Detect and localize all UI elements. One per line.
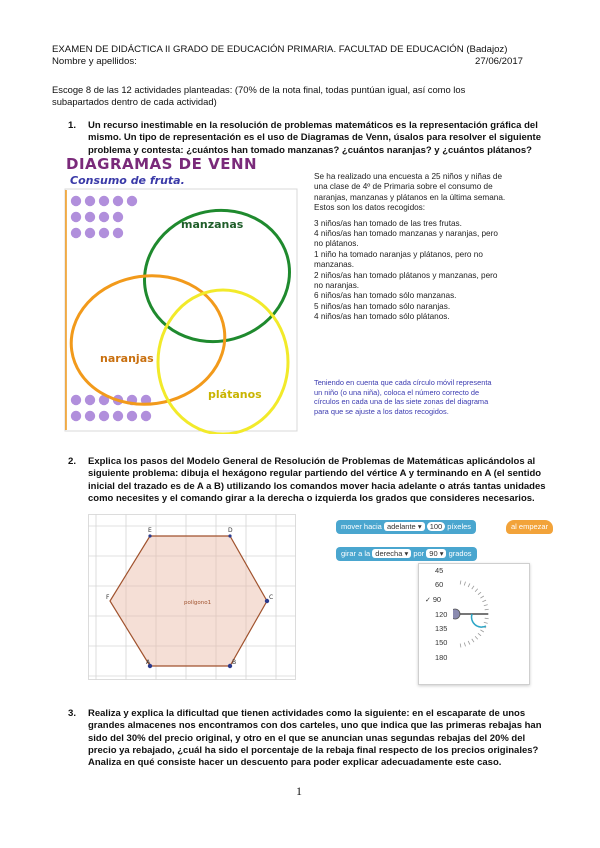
venn-subtitle: Consumo de fruta. (70, 174, 185, 187)
q3-line: precio ya rebajado, ¿cuál ha sido el porcentaje de la rebaja final respecto de los precios originales? (88, 744, 539, 756)
vertex-label: D (228, 527, 233, 534)
dial-tick (480, 630, 483, 632)
turn-block[interactable] (336, 547, 477, 561)
q1-line: mismo. Un tipo de representación es el uso de Diagramas de Venn, úsalos para resolver el siguiente (88, 132, 541, 144)
angle-option[interactable]: 150 (435, 638, 448, 648)
q2-line: inicial del trazado es de A a B) utilizando los comandos mover hacia adelante o atrás tantas unidades (88, 480, 546, 492)
vertex-label: E (148, 527, 152, 534)
vertex-label: B (232, 659, 237, 666)
data-line: 1 niño ha tomado naranjas y plátanos, pero no (314, 249, 483, 259)
dial-tick (480, 596, 483, 598)
dial-tick (472, 639, 474, 642)
dial-tick (482, 600, 486, 602)
counter-dot[interactable] (71, 196, 81, 206)
q2-line: Explica los pasos del Modelo General de Resolución de Problemas de Matemáticas aplicándolos al (88, 456, 536, 467)
turn-prefix: girar a la (341, 549, 371, 558)
dial-tick (484, 605, 488, 606)
survey-statement (314, 172, 528, 323)
counter-dot[interactable] (113, 212, 123, 222)
data-line: 3 niños/as han tomado de las tres frutas. (314, 218, 462, 228)
exam-title: EXAMEN DE DIDÁCTICA II GRADO DE EDUCACIÓN PRIMARIA. FACULTAD DE EDUCACIÓN (Badajoz) (52, 44, 508, 55)
vertex-label: F (106, 594, 110, 601)
angle-option[interactable]: 120 (435, 609, 448, 619)
angle-option[interactable]: 180 (435, 652, 448, 662)
data-line: 2 niños/as han tomado plátanos y manzanas, pero (314, 270, 498, 280)
q3-line: Realiza y explica la dificultad que tienen actividades como la siguiente: en el escaparate de unos (88, 708, 526, 719)
turn-suffix: grados (448, 549, 472, 558)
vertex-label: C (269, 594, 274, 601)
move-suffix: píxeles (447, 522, 472, 531)
instructions-line-2: subapartados dentro de cada actividad) (52, 96, 217, 107)
vertex-label: A (146, 659, 151, 666)
dial-tick (464, 643, 465, 647)
counter-dot[interactable] (113, 228, 123, 238)
dial-tick (468, 583, 470, 587)
angle-option[interactable]: 60 (435, 580, 444, 590)
data-line: manzanas. (314, 260, 355, 270)
counter-dot[interactable] (99, 228, 109, 238)
dial-tick (478, 592, 481, 595)
name-label: Nombre y apellidos: (52, 56, 137, 67)
q2-line: siguiente problema: dibuja el hexágono regular partiendo del vértice A y terminando en A (el sentido (88, 468, 542, 480)
q3-number: 3. (68, 708, 77, 719)
counter-dot[interactable] (127, 411, 137, 421)
dial-tick (472, 586, 474, 589)
counter-dot[interactable] (71, 228, 81, 238)
move-prefix: mover hacia (341, 522, 382, 531)
counter-dot[interactable] (113, 411, 123, 421)
venn-instructions (314, 378, 528, 416)
page-number: 1 (296, 784, 302, 798)
dial-arc (472, 614, 486, 627)
note-line: para que se ajuste a los datos recogidos. (314, 406, 449, 416)
angle-option[interactable]: 45 (435, 566, 444, 575)
dial-handle[interactable] (453, 609, 460, 619)
angle-option-selected[interactable]: ✓ 90 (425, 594, 442, 604)
data-line: no naranjas. (314, 281, 360, 291)
hexagon-figure (88, 514, 296, 680)
dial-tick (485, 609, 489, 610)
angle-dropdown[interactable] (418, 563, 530, 685)
turn-amount-select[interactable]: 90 ▾ (426, 549, 446, 558)
dial-tick (464, 582, 465, 586)
dial-tick (460, 644, 461, 648)
vertex-E (148, 534, 151, 537)
counter-dot[interactable] (99, 196, 109, 206)
q2-number: 2. (68, 456, 77, 467)
dial-tick (460, 581, 461, 585)
statement-line: una clase de 4º de Primaria sobre el consumo de (314, 182, 493, 192)
move-amount-input[interactable]: 100 (427, 522, 446, 531)
move-block[interactable] (336, 520, 476, 534)
data-line: no plátanos. (314, 239, 359, 249)
counter-dot[interactable] (99, 212, 109, 222)
counter-dot[interactable] (85, 228, 95, 238)
data-line: 4 niños/as han tomado sólo plátanos. (314, 312, 450, 322)
turn-direction-select[interactable]: derecha ▾ (372, 549, 411, 558)
dial-tick (478, 633, 481, 636)
note-line: Teniendo en cuenta que cada círculo móvil representa (314, 378, 492, 387)
hexagon-label: polígono1 (184, 600, 212, 606)
dial-tick (475, 636, 478, 639)
data-line: 4 niños/as han tomado manzanas y naranjas, pero (314, 229, 498, 239)
q1-line: problema y contesta: ¿cuántos han tomado manzanas? ¿cuántos naranjas? y ¿cuántos plátanos? (88, 144, 532, 156)
data-line: 5 niños/as han tomado sólo naranjas. (314, 301, 451, 311)
start-hat-block[interactable]: al empezar (506, 520, 553, 534)
counter-dot[interactable] (99, 411, 109, 421)
statement-line: Se ha realizado una encuesta a 25 niños y niñas de (314, 172, 502, 181)
dial-tick (475, 589, 478, 592)
q3-line: grandes almacenes nos encontramos con dos carteles, uno que indica que las primeras rebajas han (88, 720, 542, 732)
counter-dot[interactable] (85, 196, 95, 206)
q1-line: Un recurso inestimable en la resolución de problemas matemáticos es la representación gráfica del (88, 120, 538, 131)
note-line: un niño (o una niña), coloca el número correcto de (314, 387, 480, 397)
q3-line: sido del 30% del precio original, y otro en el que se anuncian unas segundas rebajas del 20% del (88, 732, 526, 744)
q1-number: 1. (68, 120, 77, 131)
q2-line: como necesites y el comando girar a la derecha o izquierda los grados que consideres necesarios. (88, 492, 535, 504)
dial-tick (485, 618, 489, 619)
counter-dot[interactable] (71, 395, 81, 405)
instructions-line-1: Escoge 8 de las 12 actividades planteadas: (70% de la nota final, todas puntúan igual, así como los (52, 84, 466, 95)
turn-by: por (413, 549, 425, 558)
counter-dot[interactable] (141, 411, 151, 421)
label-manzanas: manzanas (181, 218, 244, 231)
angle-dial[interactable] (453, 570, 527, 676)
counter-dot[interactable] (71, 411, 81, 421)
q3-text (88, 708, 554, 769)
statement-line: Estos son los datos recogidos: (314, 203, 426, 213)
counter-dot[interactable] (85, 395, 95, 405)
note-line: círculos en cada una de las siete zonas del diagrama (314, 397, 489, 406)
counter-dot[interactable] (85, 411, 95, 421)
exam-date: 27/06/2017 (475, 56, 524, 67)
counter-dot[interactable] (71, 212, 81, 222)
q2-text (88, 456, 554, 505)
venn-title: DIAGRAMAS DE VENN (66, 155, 258, 173)
counter-dot[interactable] (85, 212, 95, 222)
q3-line: Analiza en qué consiste hacer un descuento para poder explicar adecuadamente este caso. (88, 757, 502, 769)
counter-dot[interactable] (113, 196, 123, 206)
counter-dot[interactable] (127, 196, 137, 206)
data-line: 6 niños/as han tomado sólo manzanas. (314, 291, 457, 301)
move-direction-select[interactable]: adelante ▾ (384, 522, 425, 531)
label-platanos: plátanos (208, 388, 262, 401)
dial-tick (468, 641, 470, 645)
venn-figure (64, 152, 530, 434)
angle-option[interactable]: 135 (435, 624, 448, 634)
dial-tick (484, 622, 488, 623)
statement-line: naranjas, manzanas y plátanos en la última semana. (314, 192, 506, 202)
blocks-panel (330, 516, 549, 680)
vertex-D (228, 534, 231, 537)
label-naranjas: naranjas (100, 352, 154, 365)
venn-diagram (64, 188, 300, 434)
